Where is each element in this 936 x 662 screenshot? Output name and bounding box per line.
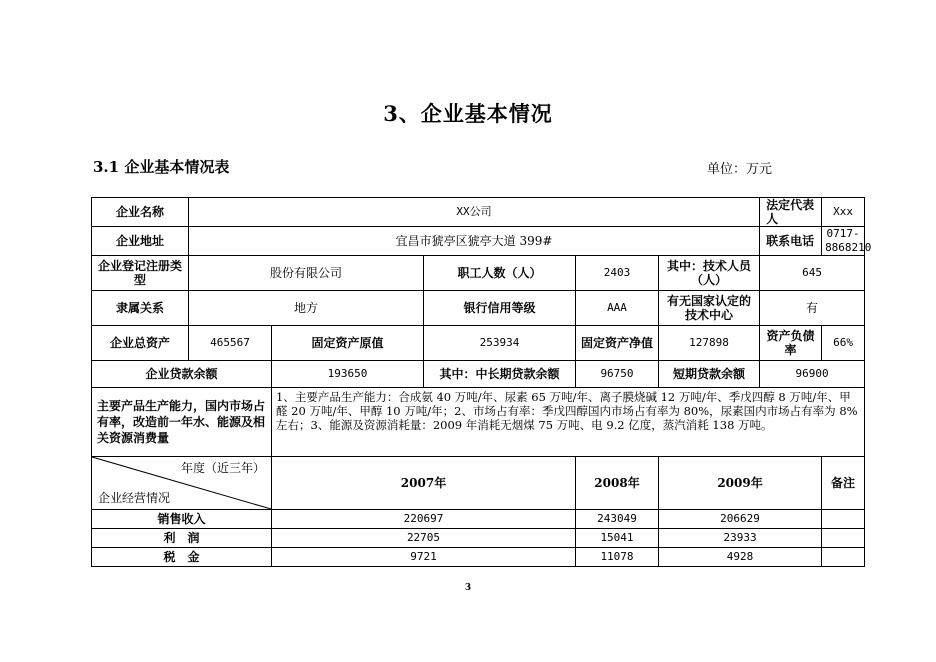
- row-revenue: [92, 510, 865, 529]
- long-loan-label: 其中：中长期贷款余额: [424, 361, 576, 388]
- address-value: 宜昌市猇亭区猇亭大道 399#: [189, 227, 760, 256]
- row-capacity: [92, 388, 865, 457]
- ops-diagonal-header: [92, 457, 272, 510]
- address-label: 企业地址: [92, 227, 189, 256]
- tech-staff-label: 其中：技术人员（人）: [659, 256, 760, 291]
- row-address: [92, 227, 865, 256]
- total-assets-label: 企业总资产: [92, 326, 189, 361]
- page-number: 3: [464, 583, 472, 593]
- phone-value: 0717-8868210: [822, 227, 865, 256]
- name-label: 企业名称: [92, 198, 189, 227]
- row-assets: [92, 326, 865, 361]
- year-2008-header: 2008年: [576, 457, 659, 510]
- row-profit: [92, 529, 865, 548]
- capacity-value: 1、主要产品生产能力：合成氨 40 万吨/年、尿素 65 万吨/年、离子膜烧碱 12 万吨/年、季戊四醇 8 万吨/年、甲醛 20 万吨/年、甲醇 10 万吨/年；2、市场占有率：季戊四醇国内市场占有率为 80%，尿素国内市场占有率为 8%左右；3、能源及资源消耗量：2009 年消耗无烟煤 75 万吨、电 9.2 亿度，蒸汽消耗 138 万吨。: [272, 388, 865, 457]
- row-ops-header: [92, 457, 865, 510]
- loan-label: 企业贷款余额: [92, 361, 272, 388]
- legal-rep-value: Xxx: [822, 198, 865, 227]
- table-subtitle: 3.1 企业基本情况表: [93, 158, 230, 176]
- total-assets-value: 465567: [189, 326, 272, 361]
- capacity-label: 主要产品生产能力，国内市场占有率，改造前一年水、能源及相关资源消费量: [92, 388, 272, 457]
- remark-header: 备注: [822, 457, 865, 510]
- name-value: XX公司: [189, 198, 760, 227]
- credit-value: AAA: [576, 291, 659, 326]
- fixed-orig-value: 253934: [424, 326, 576, 361]
- tax-2008: 11078: [576, 548, 659, 567]
- revenue-2008: 243049: [576, 510, 659, 529]
- tech-staff-value: 645: [760, 256, 865, 291]
- fixed-net-label: 固定资产净值: [576, 326, 659, 361]
- affiliation-value: 地方: [189, 291, 424, 326]
- unit-label: 单位：万元: [707, 162, 773, 177]
- revenue-label: 销售收入: [92, 510, 272, 529]
- enterprise-info-table: [91, 197, 872, 567]
- long-loan-value: 96750: [576, 361, 659, 388]
- loan-value: 193650: [272, 361, 424, 388]
- revenue-2007: 220697: [272, 510, 576, 529]
- tech-center-value: 有: [760, 291, 865, 326]
- section-title: 3、企业基本情况: [383, 101, 553, 126]
- tax-remark: [822, 548, 865, 567]
- diag-top-label: 年度（近三年）: [180, 461, 265, 475]
- revenue-2009: 206629: [659, 510, 822, 529]
- debt-ratio-label: 资产负债率: [760, 326, 822, 361]
- year-2007-header: 2007年: [272, 457, 576, 510]
- tech-center-label: 有无国家认定的技术中心: [659, 291, 760, 326]
- profit-label: 利 润: [92, 529, 272, 548]
- short-loan-label: 短期贷款余额: [659, 361, 760, 388]
- phone-label: 联系电话: [760, 227, 822, 256]
- reg-type-label: 企业登记注册类型: [92, 256, 189, 291]
- fixed-net-value: 127898: [659, 326, 760, 361]
- credit-label: 银行信用等级: [424, 291, 576, 326]
- diag-bottom-label: 企业经营情况: [98, 491, 171, 505]
- tax-label: 税 金: [92, 548, 272, 567]
- reg-type-value: 股份有限公司: [189, 256, 424, 291]
- profit-remark: [822, 529, 865, 548]
- profit-2007: 22705: [272, 529, 576, 548]
- row-affiliation: [92, 291, 865, 326]
- profit-2009: 23933: [659, 529, 822, 548]
- row-reg-type: [92, 256, 865, 291]
- row-tax: [92, 548, 865, 567]
- revenue-remark: [822, 510, 865, 529]
- tax-2007: 9721: [272, 548, 576, 567]
- debt-ratio-value: 66%: [822, 326, 865, 361]
- affiliation-label: 隶属关系: [92, 291, 189, 326]
- tax-2009: 4928: [659, 548, 822, 567]
- row-loans: [92, 361, 865, 388]
- fixed-orig-label: 固定资产原值: [272, 326, 424, 361]
- row-enterprise-name: [92, 198, 865, 227]
- legal-rep-label: 法定代表人: [760, 198, 822, 227]
- profit-2008: 15041: [576, 529, 659, 548]
- employees-value: 2403: [576, 256, 659, 291]
- employees-label: 职工人数（人）: [424, 256, 576, 291]
- year-2009-header: 2009年: [659, 457, 822, 510]
- short-loan-value: 96900: [760, 361, 865, 388]
